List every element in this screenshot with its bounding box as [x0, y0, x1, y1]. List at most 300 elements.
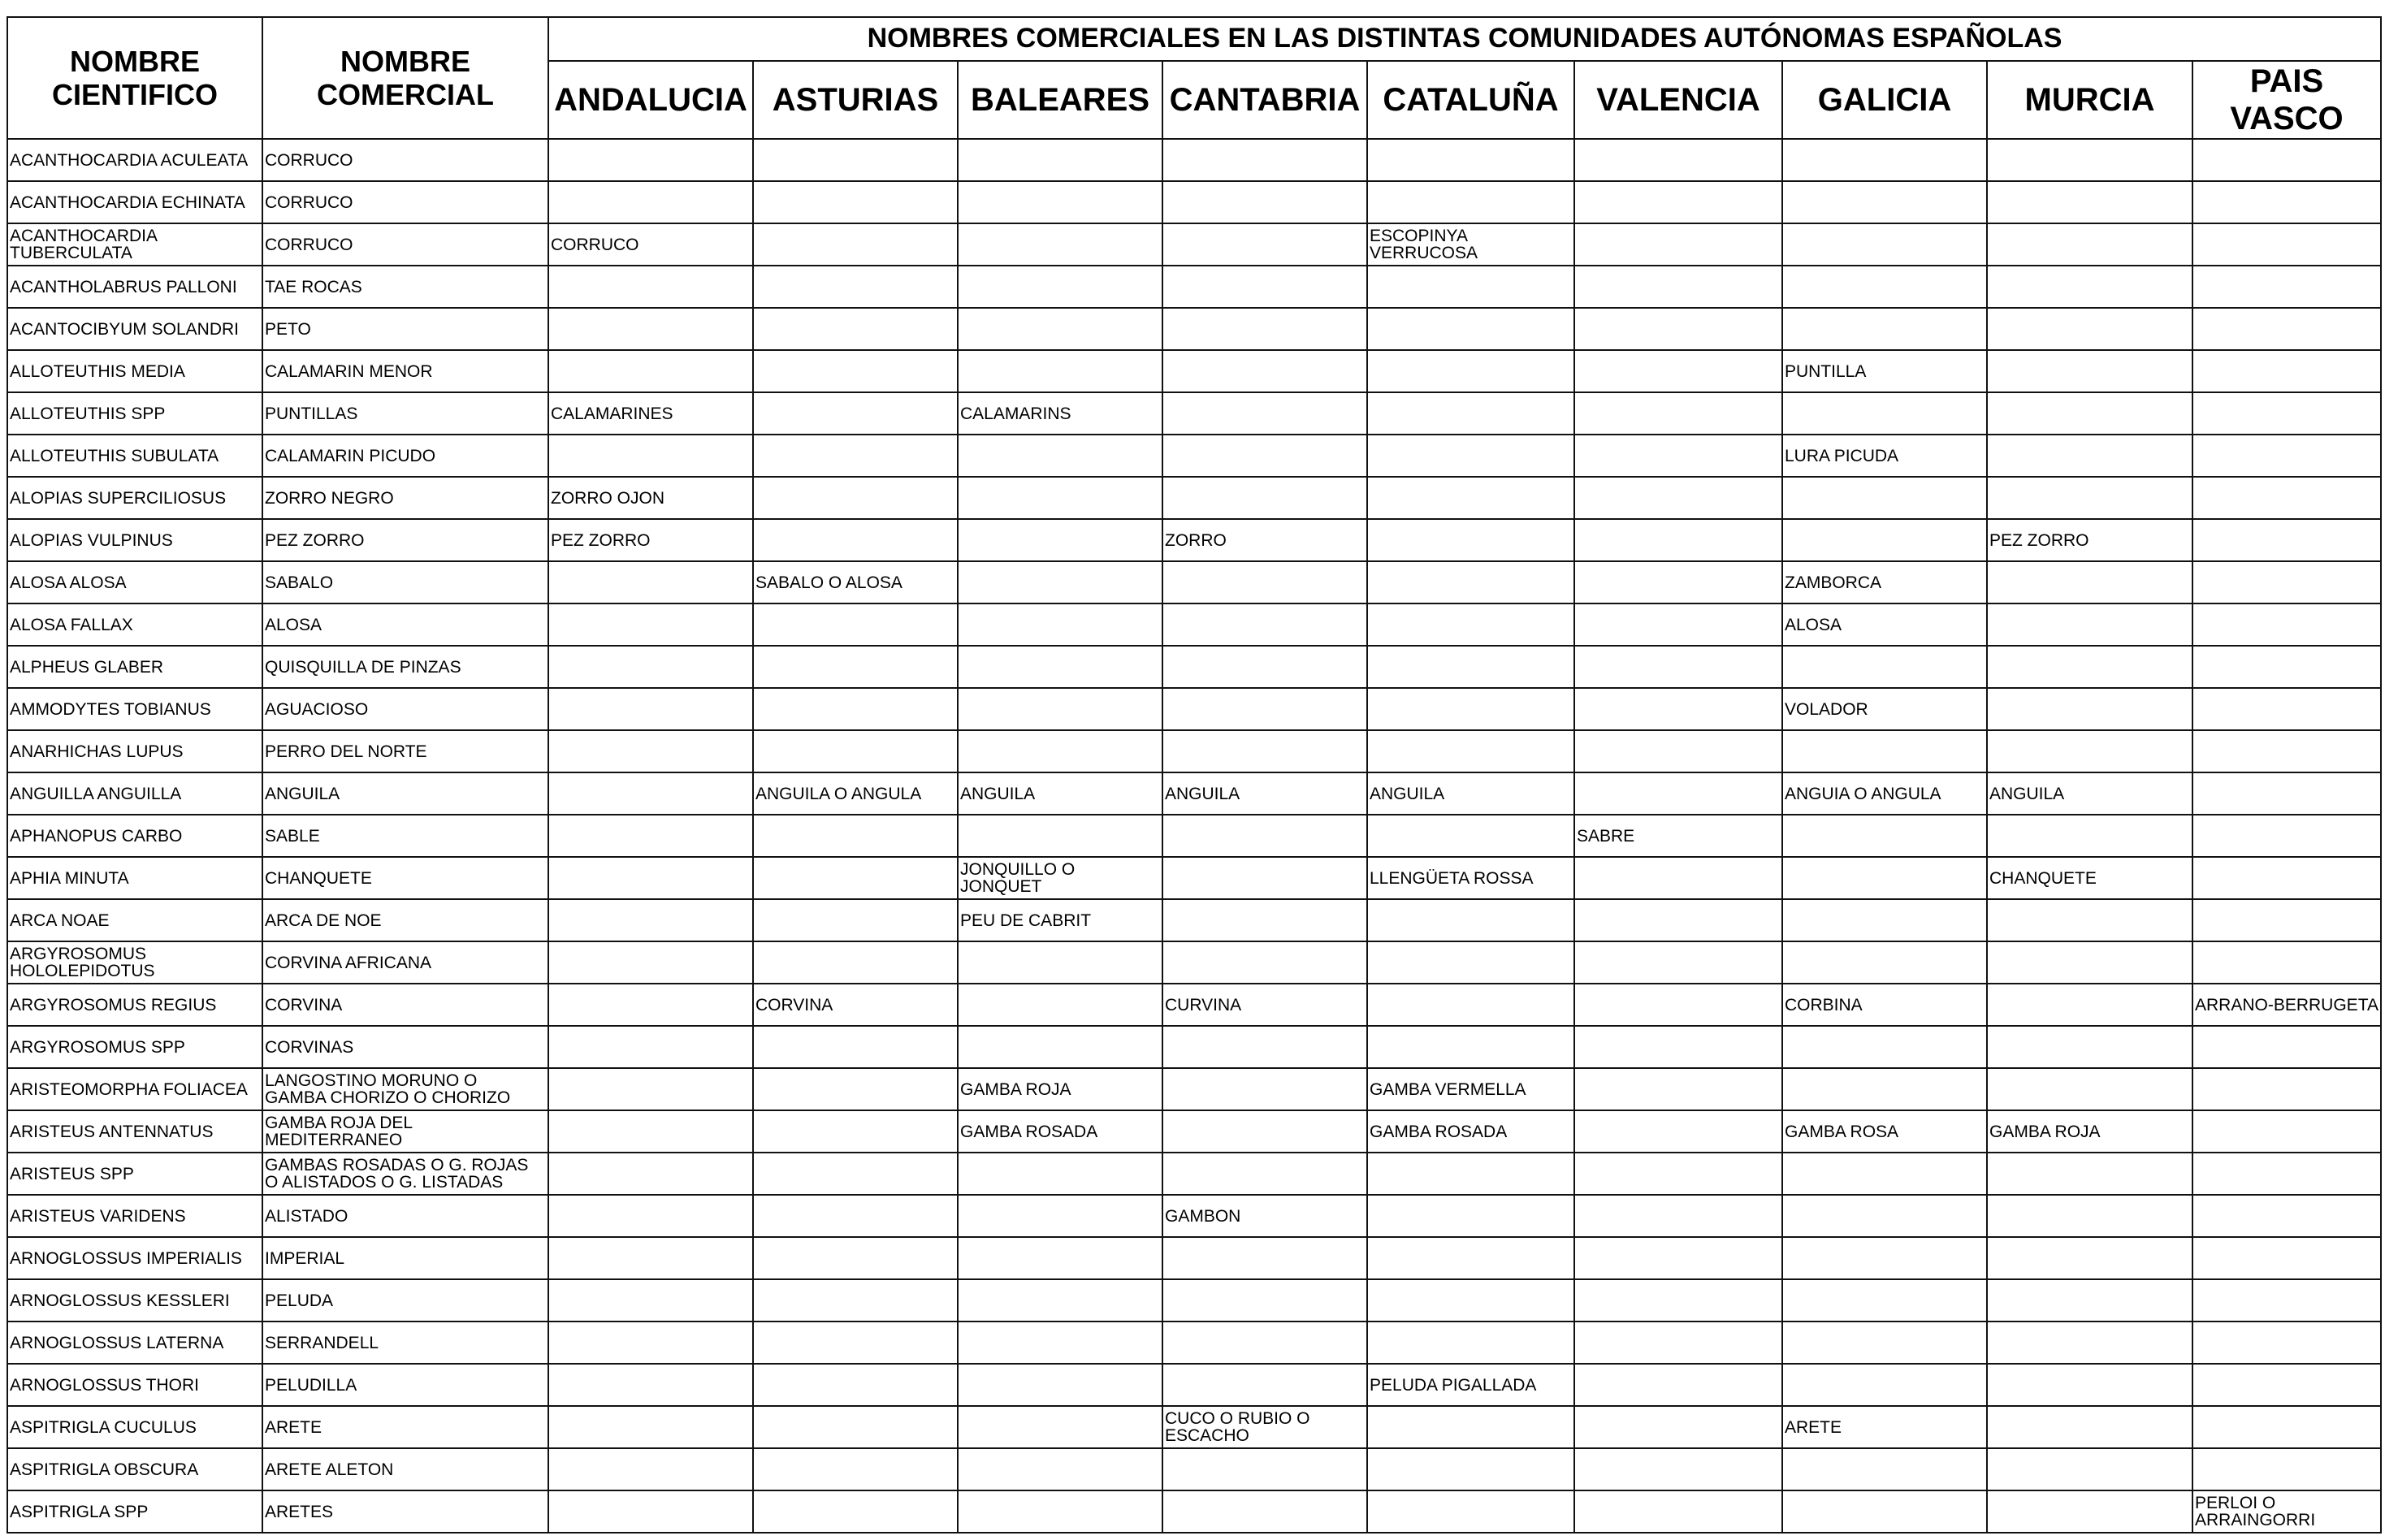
cell-commercial-name: ARETE	[262, 1406, 548, 1448]
cell-regional-name	[1367, 899, 1574, 941]
cell-regional-name	[1782, 139, 1987, 181]
cell-regional-name	[958, 223, 1162, 266]
cell-regional-name	[2192, 646, 2381, 688]
cell-regional-name	[1987, 1195, 2192, 1237]
cell-regional-name	[1782, 1068, 1987, 1110]
cell-regional-name	[1987, 350, 2192, 392]
header-region: PAIS VASCO	[2192, 61, 2381, 139]
cell-regional-name	[1367, 1406, 1574, 1448]
cell-regional-name	[753, 1026, 958, 1068]
cell-regional-name	[548, 350, 753, 392]
cell-scientific-name: ALOPIAS SUPERCILIOSUS	[7, 477, 262, 519]
cell-regional-name	[1367, 1026, 1574, 1068]
cell-regional-name	[2192, 1237, 2381, 1279]
cell-regional-name: PERLOI O ARRAINGORRI	[2192, 1490, 2381, 1533]
cell-regional-name: VOLADOR	[1782, 688, 1987, 730]
header-regional-names: NOMBRES COMERCIALES EN LAS DISTINTAS COMUNIDADES AUTÓNOMAS ESPAÑOLAS	[548, 17, 2381, 61]
cell-regional-name	[1782, 899, 1987, 941]
cell-regional-name	[753, 941, 958, 984]
cell-regional-name: ANGUILA	[1162, 772, 1367, 815]
cell-regional-name	[1367, 139, 1574, 181]
cell-regional-name	[2192, 1322, 2381, 1364]
cell-regional-name: ARETE	[1782, 1406, 1987, 1448]
header-region: BALEARES	[958, 61, 1162, 139]
cell-regional-name	[1987, 1448, 2192, 1490]
cell-commercial-name: PELUDA	[262, 1279, 548, 1322]
cell-commercial-name: CORVINA	[262, 984, 548, 1026]
header-region: ANDALUCIA	[548, 61, 753, 139]
cell-commercial-name: TAE ROCAS	[262, 266, 548, 308]
cell-regional-name	[958, 1406, 1162, 1448]
cell-regional-name	[1367, 266, 1574, 308]
cell-commercial-name: CALAMARIN PICUDO	[262, 435, 548, 477]
cell-regional-name: PEZ ZORRO	[548, 519, 753, 561]
table-row	[7, 435, 2381, 477]
cell-regional-name	[1574, 1364, 1782, 1406]
cell-regional-name	[1987, 181, 2192, 223]
cell-regional-name	[958, 350, 1162, 392]
cell-regional-name	[753, 603, 958, 646]
cell-commercial-name: ARETE ALETON	[262, 1448, 548, 1490]
cell-regional-name	[548, 899, 753, 941]
cell-regional-name	[1782, 1153, 1987, 1195]
cell-regional-name	[1162, 941, 1367, 984]
cell-regional-name: JONQUILLO O JONQUET	[958, 857, 1162, 899]
table-row	[7, 772, 2381, 815]
cell-scientific-name: ANGUILLA ANGUILLA	[7, 772, 262, 815]
cell-regional-name	[1367, 815, 1574, 857]
table-row	[7, 688, 2381, 730]
cell-regional-name	[1987, 730, 2192, 772]
header-row-top	[7, 17, 2381, 61]
cell-regional-name: CURVINA	[1162, 984, 1367, 1026]
cell-scientific-name: ARGYROSOMUS HOLOLEPIDOTUS	[7, 941, 262, 984]
cell-regional-name	[1782, 181, 1987, 223]
cell-regional-name	[958, 1490, 1162, 1533]
cell-regional-name	[1162, 308, 1367, 350]
cell-regional-name	[1782, 1195, 1987, 1237]
cell-scientific-name: ACANTHOCARDIA ECHINATA	[7, 181, 262, 223]
cell-regional-name	[1162, 1448, 1367, 1490]
cell-commercial-name: ARCA DE NOE	[262, 899, 548, 941]
cell-regional-name	[958, 181, 1162, 223]
cell-commercial-name: ANGUILA	[262, 772, 548, 815]
table-row	[7, 603, 2381, 646]
cell-regional-name	[1574, 1026, 1782, 1068]
cell-regional-name	[1574, 603, 1782, 646]
cell-regional-name: GAMBA ROSADA	[1367, 1110, 1574, 1153]
cell-regional-name: CHANQUETE	[1987, 857, 2192, 899]
cell-regional-name	[1574, 519, 1782, 561]
cell-regional-name	[1574, 857, 1782, 899]
cell-regional-name	[753, 435, 958, 477]
cell-regional-name	[753, 139, 958, 181]
cell-scientific-name: ARGYROSOMUS REGIUS	[7, 984, 262, 1026]
cell-regional-name	[1987, 1490, 2192, 1533]
cell-regional-name	[958, 308, 1162, 350]
cell-scientific-name: APHANOPUS CARBO	[7, 815, 262, 857]
cell-regional-name	[548, 561, 753, 603]
cell-regional-name	[1367, 477, 1574, 519]
table-row	[7, 1153, 2381, 1195]
cell-commercial-name: QUISQUILLA DE PINZAS	[262, 646, 548, 688]
cell-regional-name	[1367, 435, 1574, 477]
cell-regional-name	[1367, 1237, 1574, 1279]
cell-regional-name: LURA PICUDA	[1782, 435, 1987, 477]
cell-regional-name	[1162, 815, 1367, 857]
table-row	[7, 223, 2381, 266]
cell-regional-name: CUCO O RUBIO O ESCACHO	[1162, 1406, 1367, 1448]
table-row	[7, 1237, 2381, 1279]
table-row	[7, 730, 2381, 772]
table-row	[7, 1322, 2381, 1364]
header-region: CANTABRIA	[1162, 61, 1367, 139]
cell-commercial-name: GAMBAS ROSADAS O G. ROJAS O ALISTADOS O G. LISTADAS	[262, 1153, 548, 1195]
cell-scientific-name: ALLOTEUTHIS MEDIA	[7, 350, 262, 392]
cell-regional-name	[548, 815, 753, 857]
cell-regional-name	[1574, 1322, 1782, 1364]
table-row	[7, 350, 2381, 392]
cell-regional-name: SABRE	[1574, 815, 1782, 857]
cell-regional-name: CORBINA	[1782, 984, 1987, 1026]
cell-regional-name	[958, 1026, 1162, 1068]
cell-regional-name	[2192, 857, 2381, 899]
cell-regional-name	[1367, 350, 1574, 392]
cell-regional-name	[548, 266, 753, 308]
cell-scientific-name: ALOPIAS VULPINUS	[7, 519, 262, 561]
cell-scientific-name: ASPITRIGLA OBSCURA	[7, 1448, 262, 1490]
cell-regional-name	[548, 1406, 753, 1448]
table-row	[7, 561, 2381, 603]
cell-regional-name	[958, 561, 1162, 603]
cell-scientific-name: ANARHICHAS LUPUS	[7, 730, 262, 772]
cell-regional-name	[1367, 730, 1574, 772]
cell-regional-name: CALAMARINES	[548, 392, 753, 435]
cell-regional-name	[753, 1322, 958, 1364]
cell-regional-name	[548, 1237, 753, 1279]
cell-regional-name	[1162, 350, 1367, 392]
cell-scientific-name: ASPITRIGLA CUCULUS	[7, 1406, 262, 1448]
cell-commercial-name: AGUACIOSO	[262, 688, 548, 730]
cell-regional-name	[548, 139, 753, 181]
cell-regional-name: GAMBA ROSA	[1782, 1110, 1987, 1153]
cell-regional-name	[548, 1068, 753, 1110]
cell-commercial-name: GAMBA ROJA DEL MEDITERRANEO	[262, 1110, 548, 1153]
header-region: ASTURIAS	[753, 61, 958, 139]
cell-regional-name	[1782, 1364, 1987, 1406]
cell-commercial-name: CHANQUETE	[262, 857, 548, 899]
cell-regional-name	[958, 1448, 1162, 1490]
cell-regional-name	[2192, 350, 2381, 392]
cell-regional-name	[753, 1364, 958, 1406]
cell-regional-name	[753, 688, 958, 730]
cell-regional-name: CALAMARINS	[958, 392, 1162, 435]
table-row	[7, 1026, 2381, 1068]
cell-regional-name	[1782, 646, 1987, 688]
species-names-table	[6, 16, 2382, 1534]
cell-regional-name	[1987, 1026, 2192, 1068]
cell-regional-name	[2192, 519, 2381, 561]
cell-regional-name	[753, 181, 958, 223]
cell-commercial-name: SABALO	[262, 561, 548, 603]
cell-regional-name	[1574, 1279, 1782, 1322]
cell-regional-name	[1162, 1068, 1367, 1110]
cell-regional-name	[1782, 1448, 1987, 1490]
cell-regional-name	[1782, 1237, 1987, 1279]
cell-regional-name: ANGUILA	[958, 772, 1162, 815]
cell-regional-name	[2192, 815, 2381, 857]
cell-regional-name	[2192, 477, 2381, 519]
cell-regional-name	[958, 266, 1162, 308]
cell-regional-name	[1162, 561, 1367, 603]
table-row	[7, 266, 2381, 308]
cell-regional-name	[2192, 139, 2381, 181]
cell-regional-name	[548, 857, 753, 899]
cell-scientific-name: ARNOGLOSSUS IMPERIALIS	[7, 1237, 262, 1279]
cell-regional-name	[1782, 223, 1987, 266]
cell-regional-name: ZORRO	[1162, 519, 1367, 561]
header-region: GALICIA	[1782, 61, 1987, 139]
table-row	[7, 181, 2381, 223]
cell-scientific-name: ALPHEUS GLABER	[7, 646, 262, 688]
cell-scientific-name: ARISTEUS SPP	[7, 1153, 262, 1195]
cell-regional-name: ANGUIA O ANGULA	[1782, 772, 1987, 815]
cell-regional-name	[753, 1195, 958, 1237]
cell-regional-name	[548, 772, 753, 815]
cell-regional-name	[753, 223, 958, 266]
cell-regional-name	[958, 1195, 1162, 1237]
cell-regional-name	[1574, 1068, 1782, 1110]
cell-regional-name	[1574, 435, 1782, 477]
cell-regional-name	[1162, 688, 1367, 730]
cell-commercial-name: ZORRO NEGRO	[262, 477, 548, 519]
cell-regional-name	[1367, 1195, 1574, 1237]
cell-regional-name	[2192, 1153, 2381, 1195]
cell-regional-name	[958, 730, 1162, 772]
cell-regional-name: GAMBA VERMELLA	[1367, 1068, 1574, 1110]
cell-regional-name: SABALO O ALOSA	[753, 561, 958, 603]
cell-scientific-name: ASPITRIGLA SPP	[7, 1490, 262, 1533]
cell-regional-name	[2192, 181, 2381, 223]
cell-regional-name	[1574, 181, 1782, 223]
cell-commercial-name: PEZ ZORRO	[262, 519, 548, 561]
cell-regional-name	[753, 392, 958, 435]
cell-regional-name	[1162, 435, 1367, 477]
cell-regional-name	[1574, 984, 1782, 1026]
cell-regional-name	[1574, 1490, 1782, 1533]
header-region: CATALUÑA	[1367, 61, 1574, 139]
cell-regional-name	[753, 477, 958, 519]
cell-regional-name	[1367, 941, 1574, 984]
cell-regional-name	[753, 308, 958, 350]
cell-regional-name	[1367, 392, 1574, 435]
cell-commercial-name: ALISTADO	[262, 1195, 548, 1237]
cell-regional-name	[753, 730, 958, 772]
cell-regional-name: CORVINA	[753, 984, 958, 1026]
cell-regional-name	[1162, 1110, 1367, 1153]
cell-scientific-name: ALLOTEUTHIS SPP	[7, 392, 262, 435]
cell-regional-name	[1162, 266, 1367, 308]
cell-regional-name	[548, 941, 753, 984]
cell-regional-name	[958, 1237, 1162, 1279]
cell-commercial-name: CORRUCO	[262, 181, 548, 223]
cell-scientific-name: ARNOGLOSSUS KESSLERI	[7, 1279, 262, 1322]
cell-regional-name	[548, 1195, 753, 1237]
cell-regional-name	[548, 1110, 753, 1153]
cell-regional-name	[1987, 477, 2192, 519]
cell-regional-name	[2192, 603, 2381, 646]
cell-regional-name	[958, 1279, 1162, 1322]
cell-regional-name	[548, 646, 753, 688]
cell-regional-name	[1574, 350, 1782, 392]
table-body	[7, 139, 2381, 1533]
cell-regional-name	[753, 519, 958, 561]
cell-regional-name	[1162, 1322, 1367, 1364]
cell-regional-name	[958, 139, 1162, 181]
cell-commercial-name: SABLE	[262, 815, 548, 857]
cell-commercial-name: CORVINA AFRICANA	[262, 941, 548, 984]
cell-regional-name: GAMBA ROSADA	[958, 1110, 1162, 1153]
cell-regional-name	[753, 1448, 958, 1490]
cell-regional-name	[753, 1490, 958, 1533]
cell-regional-name	[1574, 1406, 1782, 1448]
cell-scientific-name: ACANTHOLABRUS PALLONI	[7, 266, 262, 308]
table-row	[7, 984, 2381, 1026]
table-row	[7, 1448, 2381, 1490]
header-scientific-name: NOMBRE CIENTIFICO	[7, 17, 262, 139]
cell-regional-name: GAMBA ROJA	[1987, 1110, 2192, 1153]
cell-regional-name	[1367, 646, 1574, 688]
cell-scientific-name: ARNOGLOSSUS LATERNA	[7, 1322, 262, 1364]
table-row	[7, 815, 2381, 857]
cell-regional-name: ANGUILA O ANGULA	[753, 772, 958, 815]
table-row	[7, 646, 2381, 688]
cell-regional-name	[1987, 561, 2192, 603]
cell-regional-name	[1574, 561, 1782, 603]
cell-regional-name	[1367, 1448, 1574, 1490]
cell-regional-name	[1574, 308, 1782, 350]
cell-regional-name	[2192, 730, 2381, 772]
cell-regional-name	[1574, 223, 1782, 266]
cell-regional-name	[1162, 181, 1367, 223]
table-row	[7, 1068, 2381, 1110]
cell-regional-name	[548, 181, 753, 223]
cell-regional-name	[548, 1026, 753, 1068]
cell-commercial-name: PETO	[262, 308, 548, 350]
cell-regional-name	[2192, 1026, 2381, 1068]
cell-regional-name: ARRANO-BERRUGETA	[2192, 984, 2381, 1026]
table-row	[7, 1110, 2381, 1153]
cell-regional-name	[1574, 477, 1782, 519]
cell-regional-name	[1162, 223, 1367, 266]
cell-regional-name	[2192, 688, 2381, 730]
table-row	[7, 519, 2381, 561]
cell-regional-name	[1162, 477, 1367, 519]
cell-scientific-name: ARISTEUS VARIDENS	[7, 1195, 262, 1237]
cell-regional-name	[1987, 392, 2192, 435]
cell-regional-name	[1162, 1490, 1367, 1533]
cell-regional-name	[1782, 1490, 1987, 1533]
cell-regional-name	[548, 1490, 753, 1533]
cell-regional-name: PUNTILLA	[1782, 350, 1987, 392]
cell-regional-name	[1987, 1364, 2192, 1406]
cell-regional-name	[958, 984, 1162, 1026]
cell-regional-name	[1782, 266, 1987, 308]
cell-scientific-name: ACANTHOCARDIA TUBERCULATA	[7, 223, 262, 266]
cell-regional-name	[1367, 519, 1574, 561]
cell-regional-name	[1782, 941, 1987, 984]
cell-regional-name	[1574, 266, 1782, 308]
cell-commercial-name: PERRO DEL NORTE	[262, 730, 548, 772]
cell-regional-name	[753, 857, 958, 899]
cell-regional-name	[1574, 139, 1782, 181]
cell-regional-name	[1162, 1364, 1367, 1406]
cell-regional-name	[1162, 139, 1367, 181]
cell-regional-name	[958, 646, 1162, 688]
header-region: VALENCIA	[1574, 61, 1782, 139]
cell-regional-name	[1574, 1153, 1782, 1195]
cell-regional-name	[2192, 1110, 2381, 1153]
cell-regional-name	[1782, 815, 1987, 857]
table-row	[7, 1279, 2381, 1322]
cell-regional-name	[1162, 1279, 1367, 1322]
cell-regional-name	[2192, 1406, 2381, 1448]
cell-regional-name	[1162, 857, 1367, 899]
cell-regional-name	[958, 435, 1162, 477]
cell-regional-name	[1782, 1026, 1987, 1068]
cell-scientific-name: ARNOGLOSSUS THORI	[7, 1364, 262, 1406]
cell-regional-name	[1162, 899, 1367, 941]
cell-regional-name	[1574, 941, 1782, 984]
cell-commercial-name: CORRUCO	[262, 223, 548, 266]
cell-regional-name	[1574, 1110, 1782, 1153]
cell-regional-name	[1574, 646, 1782, 688]
cell-regional-name	[2192, 941, 2381, 984]
cell-scientific-name: ALOSA FALLAX	[7, 603, 262, 646]
table-row	[7, 941, 2381, 984]
cell-regional-name	[1987, 646, 2192, 688]
cell-scientific-name: AMMODYTES TOBIANUS	[7, 688, 262, 730]
cell-scientific-name: ARISTEUS ANTENNATUS	[7, 1110, 262, 1153]
cell-regional-name	[2192, 308, 2381, 350]
cell-regional-name	[753, 350, 958, 392]
cell-regional-name: PEZ ZORRO	[1987, 519, 2192, 561]
cell-regional-name	[1782, 308, 1987, 350]
cell-regional-name	[2192, 1068, 2381, 1110]
cell-regional-name	[753, 1279, 958, 1322]
cell-scientific-name: ARGYROSOMUS SPP	[7, 1026, 262, 1068]
cell-regional-name	[548, 435, 753, 477]
cell-regional-name: ZORRO OJON	[548, 477, 753, 519]
cell-regional-name	[1367, 984, 1574, 1026]
cell-regional-name	[548, 688, 753, 730]
cell-regional-name	[1162, 603, 1367, 646]
cell-regional-name	[958, 603, 1162, 646]
table-row	[7, 857, 2381, 899]
cell-regional-name	[753, 1110, 958, 1153]
cell-regional-name	[958, 477, 1162, 519]
cell-regional-name: LLENGÜETA ROSSA	[1367, 857, 1574, 899]
cell-regional-name	[1987, 308, 2192, 350]
cell-regional-name	[1367, 1279, 1574, 1322]
cell-regional-name	[1987, 1237, 2192, 1279]
cell-regional-name	[958, 941, 1162, 984]
cell-regional-name	[548, 730, 753, 772]
cell-regional-name	[1987, 815, 2192, 857]
cell-regional-name	[1574, 899, 1782, 941]
table-row	[7, 477, 2381, 519]
cell-regional-name	[1367, 1153, 1574, 1195]
